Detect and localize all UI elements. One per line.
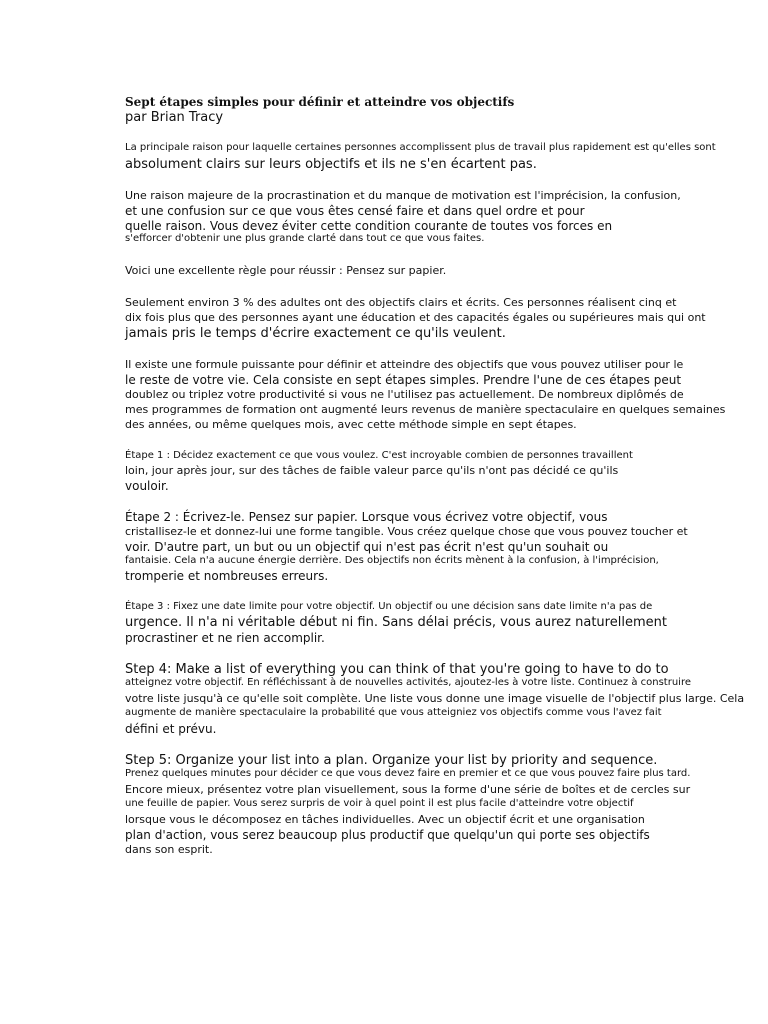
text-line: le reste de votre vie. Cela consiste en sept étapes simples. Prendre l'une de ces étapes peut <box>125 373 682 387</box>
text-line: procrastiner et ne rien accomplir. <box>125 631 325 645</box>
text-line: vouloir. <box>125 479 169 493</box>
text-line: voir. D'autre part, un but ou un objectif qui n'est pas écrit n'est qu'un souhait ou <box>125 540 609 554</box>
text-line: cristallisez-le et donnez-lui une forme tangible. Vous créez quelque chose que vous pouvez toucher et <box>125 525 688 538</box>
text-line: Prenez quelques minutes pour décider ce que vous devez faire en premier et ce que vous pouvez faire plus tard. <box>125 768 691 779</box>
text-line: doublez ou triplez votre productivité si vous ne l'utilisez pas actuellement. De nombreux diplômés de <box>125 388 684 401</box>
text-line: Encore mieux, présentez votre plan visuellement, sous la forme d'une série de boîtes et de cercles sur <box>125 783 691 796</box>
text-line: tromperie et nombreuses erreurs. <box>125 569 329 583</box>
step-1-text: Étape 1 : Décidez exactement ce que vous voulez. C'est incroyable combien de personnes travaillent <box>125 450 633 461</box>
step-2-text: Étape 2 : Écrivez-le. Pensez sur papier. Lorsque vous écrivez votre objectif, vous <box>125 510 608 524</box>
text-line: lorsque vous le décomposez en tâches individuelles. Avec un objectif écrit et une organisation <box>125 813 645 826</box>
document-author: par Brian Tracy <box>125 110 224 125</box>
text-line: et une confusion sur ce que vous êtes censé faire et dans quel ordre et pour <box>125 204 585 218</box>
text-line: fantaisie. Cela n'a aucune énergie derrière. Des objectifs non écrits mènent à la confusion, à l'imprécision, <box>125 555 659 566</box>
text-line: jamais pris le temps d'écrire exactement ce qu'ils veulent. <box>125 326 506 341</box>
text-line: quelle raison. Vous devez éviter cette condition courante de toutes vos forces en <box>125 219 613 233</box>
text-line: s'efforcer d'obtenir une plus grande clarté dans tout ce que vous faites. <box>125 233 485 244</box>
text-line: atteignez votre objectif. En réfléchissant à de nouvelles activités, ajoutez-les à votre liste. Continuez à construire <box>125 677 691 688</box>
text-line: Voici une excellente règle pour réussir : Pensez sur papier. <box>125 264 447 277</box>
step-4-text: Step 4: Make a list of everything you can think of that you're going to have to do to <box>125 662 669 677</box>
document-title: Sept étapes simples pour définir et atteindre vos objectifs <box>125 95 515 109</box>
text-line: absolument clairs sur leurs objectifs et ils ne s'en écartent pas. <box>125 157 537 172</box>
text-line: La principale raison pour laquelle certaines personnes accomplissent plus de travail plus rapidement est qu'elles sont <box>125 142 716 153</box>
text-line: augmente de manière spectaculaire la probabilité que vous atteigniez vos objectifs comme vous l'avez fait <box>125 707 662 718</box>
step-5-text: Step 5: Organize your list into a plan. Organize your list by priority and sequence. <box>125 753 658 768</box>
text-line: Il existe une formule puissante pour définir et atteindre des objectifs que vous pouvez utiliser pour le <box>125 358 684 371</box>
text-line: votre liste jusqu'à ce qu'elle soit complète. Une liste vous donne une image visuelle de l'objectif plus large. Cela <box>125 692 745 705</box>
text-line: Seulement environ 3 % des adultes ont des objectifs clairs et écrits. Ces personnes réalisent cinq et <box>125 296 677 309</box>
text-line: dix fois plus que des personnes ayant une éducation et des capacités égales ou supérieures mais qui ont <box>125 311 706 324</box>
step-3-text: Étape 3 : Fixez une date limite pour votre objectif. Un objectif ou une décision sans date limite n'a pas de <box>125 601 653 612</box>
text-line: loin, jour après jour, sur des tâches de faible valeur parce qu'ils n'ont pas décidé ce qu'ils <box>125 464 619 477</box>
text-line: des années, ou même quelques mois, avec cette méthode simple en sept étapes. <box>125 418 577 431</box>
text-line: une feuille de papier. Vous serez surpris de voir à quel point il est plus facile d'atteindre votre objectif <box>125 798 634 809</box>
text-line: urgence. Il n'a ni véritable début ni fin. Sans délai précis, vous aurez naturellement <box>125 615 667 630</box>
text-line: plan d'action, vous serez beaucoup plus productif que quelqu'un qui porte ses objectifs <box>125 828 650 842</box>
text-line: mes programmes de formation ont augmenté leurs revenus de manière spectaculaire en quelques semaines <box>125 403 726 416</box>
text-line: dans son esprit. <box>125 843 213 856</box>
text-line: défini et prévu. <box>125 722 217 736</box>
text-line: Une raison majeure de la procrastination et du manque de motivation est l'imprécision, la confusion, <box>125 189 681 202</box>
